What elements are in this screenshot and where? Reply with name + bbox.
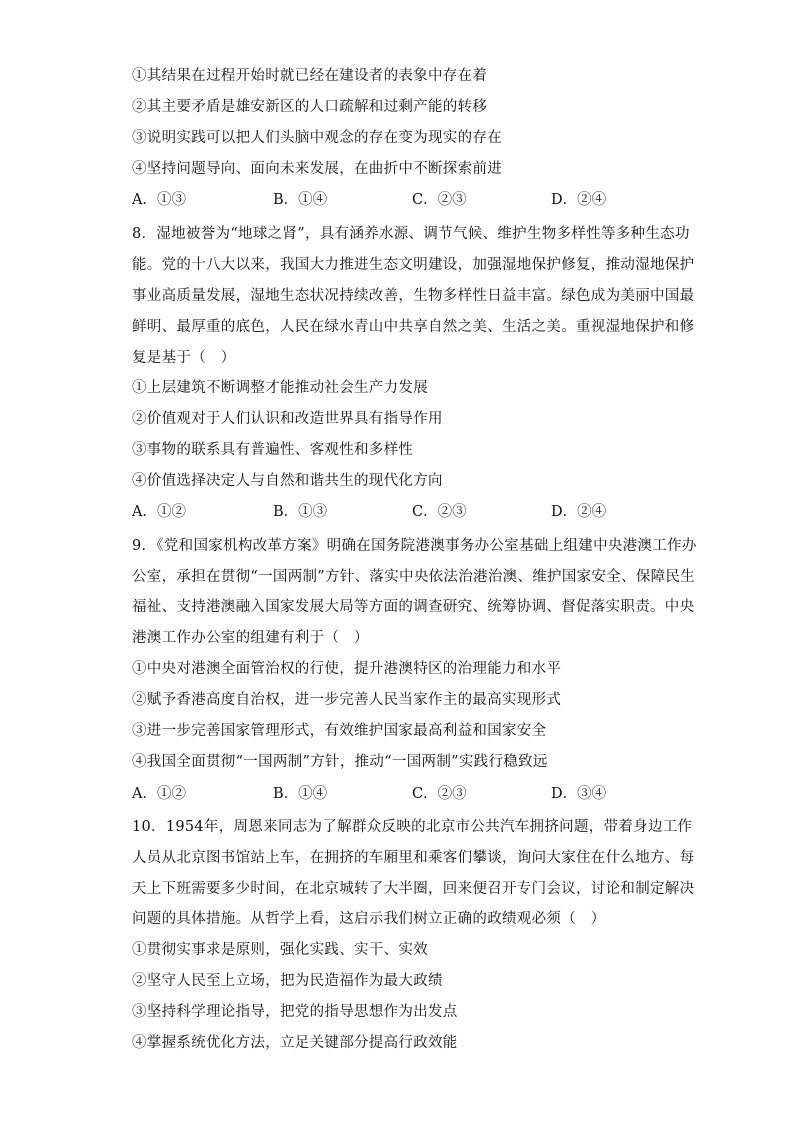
choice-a: A．①② bbox=[132, 786, 186, 802]
choice-d: D．③④ bbox=[551, 786, 607, 802]
option-text: ③坚持科学理论指导，把党的指导思想作为出发点 bbox=[132, 1004, 458, 1020]
choice-a: A．①② bbox=[132, 504, 186, 520]
choice-d: D．②④ bbox=[551, 504, 607, 520]
choice-b: B．①④ bbox=[273, 192, 328, 208]
question-text: 复是基于（ ） bbox=[132, 350, 236, 366]
question-text: 鲜明、最厚重的底色，人民在绿水青山中共享自然之美、生活之美。重视湿地保护和修 bbox=[132, 319, 695, 335]
question-text: 福祉、支持港澳融入国家发展大局等方面的调查研究、统筹协调、督促落实职责。中央 bbox=[132, 599, 695, 615]
option-text: ③进一步完善国家管理形式，有效维护国家最高利益和国家安全 bbox=[132, 723, 547, 739]
question-text: 8．湿地被誉为“地球之肾”，具有涵养水源、调节气候、维护生物多样性等多种生态功 bbox=[132, 226, 690, 242]
question-text: 10．1954年，周恩来同志为了解群众反映的北京市公共汽车拥挤问题，带着身边工作 bbox=[132, 819, 693, 835]
option-text: ④价值选择决定人与自然和谐共生的现代化方向 bbox=[132, 473, 443, 489]
choice-d: D．②④ bbox=[551, 192, 607, 208]
choice-c: C．②③ bbox=[412, 192, 467, 208]
option-text: ②坚守人民至上立场，把为民造福作为最大政绩 bbox=[132, 973, 443, 989]
choice-c: C．②③ bbox=[412, 504, 467, 520]
question-text: 问题的具体措施。从哲学上看，这启示我们树立正确的政绩观必须（ ） bbox=[132, 911, 606, 927]
option-text: ①其结果在过程开始时就已经在建设者的表象中存在着 bbox=[132, 68, 488, 84]
option-text: ②价值观对于人们认识和改造世界具有指导作用 bbox=[132, 411, 443, 427]
option-text: ④我国全面贯彻“一国两制”方针，推动“一国两制”实践行稳致远 bbox=[132, 754, 548, 770]
question-text: 人员从北京图书馆站上车，在拥挤的车厢里和乘客们攀谈，询问大家住在什么地方、每 bbox=[132, 850, 695, 866]
question-text: 9．《党和国家机构改革方案》明确在国务院港澳事务办公室基础上组建中央港澳工作办 bbox=[132, 538, 697, 554]
option-text: ④坚持问题导向、面向未来发展，在曲折中不断探索前进 bbox=[132, 161, 502, 177]
option-text: ④掌握系统优化方法，立足关键部分提高行政效能 bbox=[132, 1035, 458, 1051]
option-text: ②其主要矛盾是雄安新区的人口疏解和过剩产能的转移 bbox=[132, 99, 488, 115]
question-text: 能。党的十八大以来，我国大力推进生态文明建设，加强湿地保护修复，推动湿地保护 bbox=[132, 257, 695, 273]
option-text: ③事物的联系具有普遍性、客观性和多样性 bbox=[132, 442, 414, 458]
option-text: ①贯彻实事求是原则，强化实践、实干、实效 bbox=[132, 942, 428, 958]
option-text: ②赋予香港高度自治权，进一步完善人民当家作主的最高实现形式 bbox=[132, 692, 562, 708]
option-text: ①上层建筑不断调整才能推动社会生产力发展 bbox=[132, 380, 428, 396]
question-text: 公室，承担在贯彻“一国两制”方针、落实中央依法治港治澳、维护国家安全、保障民生 bbox=[132, 569, 696, 585]
option-text: ①中央对港澳全面管治权的行使，提升港澳特区的治理能力和水平 bbox=[132, 661, 562, 677]
question-text: 港澳工作办公室的组建有利于（ ） bbox=[132, 630, 369, 646]
choice-b: B．①④ bbox=[273, 786, 328, 802]
question-text: 天上下班需要多少时间，在北京城转了大半圈，回来便召开专门会议，讨论和制定解决 bbox=[132, 881, 695, 897]
choice-b: B．①③ bbox=[273, 504, 328, 520]
question-text: 事业高质量发展，湿地生态状况持续改善，生物多样性日益丰富。绿色成为美丽中国最 bbox=[132, 288, 695, 304]
choice-a: A．①③ bbox=[132, 192, 186, 208]
choice-c: C．②③ bbox=[412, 786, 467, 802]
option-text: ③说明实践可以把人们头脑中观念的存在变为现实的存在 bbox=[132, 130, 502, 146]
